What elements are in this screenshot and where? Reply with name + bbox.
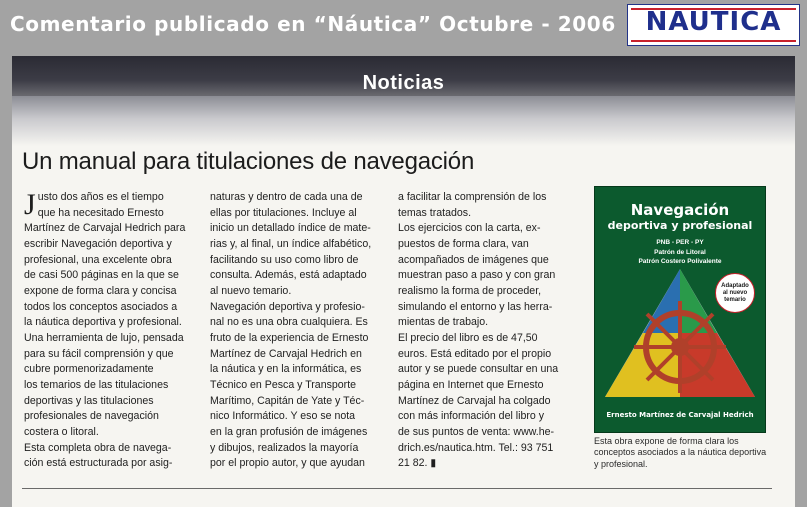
column-line: Martínez de Carvajal Hedrich en [210, 347, 362, 360]
column-line: al nuevo temario. [210, 284, 292, 297]
column-line: Navegación deportiva y profesio- [210, 300, 365, 313]
book-title: Navegación [630, 201, 730, 219]
column-line: costera o litoral. [24, 425, 99, 438]
column-line: drich.es/nautica.htm. Tel.: 93 751 [398, 441, 554, 454]
column-line: la náutica deportiva y profesional. [24, 316, 182, 329]
column-line: ción está estructurada por asig- [24, 457, 173, 470]
book-author: Ernesto Martínez de Carvajal Hedrich [606, 411, 754, 419]
column-line: que ha necesitado Ernesto [37, 206, 164, 219]
header-photo-fade [12, 96, 795, 146]
column-line: profesionales de navegación [24, 410, 159, 423]
column-line: Martínez de Carvajal Hedrich para [24, 222, 186, 235]
new-syllabus-badge: Adaptado al nuevo temario [715, 273, 755, 313]
column-line: 21 82. ▮ [398, 457, 437, 470]
column-line: Esta completa obra de navega- [24, 441, 172, 454]
logo-text: NAUTICA [645, 7, 782, 37]
section-label: Noticias [362, 72, 445, 94]
column-line: simulando el entorno y las herra- [398, 300, 553, 313]
column-line: deportivas y las titulaciones [24, 394, 154, 407]
cover-triangle-yellow [605, 333, 680, 397]
column-line: y dibujos, realizados la mayoría [210, 441, 359, 454]
book-cover [594, 186, 766, 433]
column-line: inicio un detallado índice de mate- [210, 222, 371, 235]
column-line: de sus puntos de venta: www.he- [398, 425, 555, 438]
book-caption: Esta obra expone de forma clara los conceptos asociados a la náutica deportiva y profesional. [594, 436, 767, 469]
ship-wheel-icon [634, 301, 726, 393]
banner-title: Comentario publicado en “Náutica” Octubre - 2006 [10, 12, 616, 36]
column-line: naturas y dentro de cada una de [210, 191, 363, 203]
book-codes: PNB - PER - PY [656, 239, 704, 246]
article-column-1 [24, 190, 200, 472]
column-line: profesional, una excelente obra [24, 253, 172, 266]
column-line: Martínez de Carvajal ha colgado [398, 394, 551, 407]
book-subtitle: deportiva y profesional [607, 219, 753, 232]
page-bottom-rule [22, 488, 772, 489]
column-line: en la gran profusión de imágenes [210, 425, 368, 438]
magazine-page [12, 56, 795, 507]
article-column-2 [210, 190, 386, 472]
column-line: usto dos años es el tiempo [37, 191, 164, 203]
drop-cap: J [24, 188, 36, 221]
column-line: autor y se puede consultar en una [398, 363, 559, 376]
nautica-logo [627, 4, 800, 46]
column-line: ellas por titulaciones. Incluye al [210, 206, 357, 219]
book-licence-2: Patrón Costero Polivalente [638, 258, 722, 265]
book-licence-1: Patrón de Litoral [654, 249, 706, 256]
column-line: muestran paso a paso y con gran [398, 269, 556, 282]
column-line: para su fácil comprensión y que [24, 347, 174, 360]
column-line: temas tratados. [398, 206, 472, 219]
column-line: puestos de forma clara, van [398, 237, 529, 250]
article-headline: Un manual para titulaciones de navegación [22, 148, 475, 175]
column-line: rias y, al final, un índice alfabético, [210, 237, 372, 250]
column-line: Técnico en Pesca y Transporte [210, 378, 357, 391]
column-line: acompañados de imágenes que [398, 253, 549, 266]
column-line: página en Internet que Ernesto [398, 378, 544, 391]
column-line: nal no es una obra cualquiera. Es [210, 316, 368, 329]
column-line: todos los conceptos asociados a [24, 300, 178, 313]
column-line: euros. Está editado por el propio [398, 347, 552, 360]
column-line: expone de forma clara y concisa [24, 284, 177, 297]
column-line: por el propio autor, y que ayudan [210, 457, 365, 470]
page-header-band [12, 56, 795, 96]
column-line: Marítimo, Capitán de Yate y Téc- [210, 394, 365, 407]
column-line: con más información del libro y [398, 410, 545, 423]
column-line: Los ejercicios con la carta, ex- [398, 222, 541, 235]
cover-triangle-red [680, 333, 755, 397]
column-line: nico Informático. Y eso se nota [210, 410, 356, 423]
column-line: El precio del libro es de 47,50 [398, 331, 538, 344]
column-line: consulta. Además, está adaptado [210, 269, 367, 282]
column-line: realismo la forma de proceder, [398, 284, 542, 297]
column-line: mientas de trabajo. [398, 316, 489, 329]
column-line: facilitando su uso como libro de [210, 253, 359, 266]
column-line: cubre pormenorizadamente [24, 363, 154, 376]
column-line: de casi 500 páginas en la que se [24, 269, 179, 282]
column-line: fruto de la experiencia de Ernesto [210, 331, 369, 344]
column-line: escribir Navegación deportiva y [24, 237, 172, 250]
column-line: los temarios de las titulaciones [24, 378, 169, 391]
column-line: a facilitar la comprensión de los [398, 191, 547, 203]
column-line: la náutica y en la informática, es [210, 363, 362, 376]
column-line: Una herramienta de lujo, pensada [24, 331, 184, 344]
article-column-3 [398, 190, 574, 472]
